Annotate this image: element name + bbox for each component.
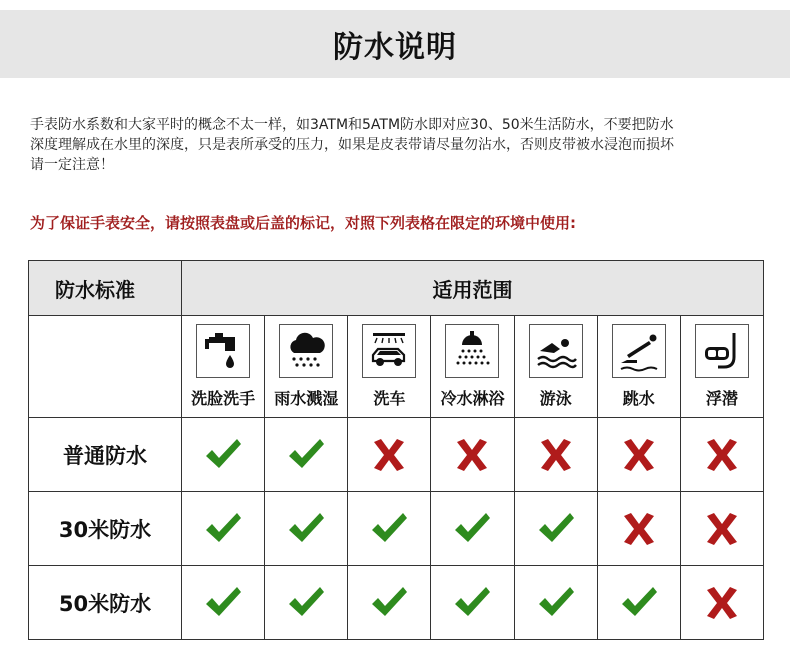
table-row [29,418,764,492]
check-icon [514,566,597,640]
cross-icon [597,418,680,492]
activity-cell [514,316,597,418]
activity-label: 浮潜 [705,389,738,408]
activity-label: 冷水淋浴 [440,389,505,408]
check-icon [182,566,265,640]
activity-cell [597,316,680,418]
rain-cloud-icon [279,324,333,378]
check-icon [265,492,348,566]
activity-label: 洗脸洗手 [191,389,256,408]
title-banner [0,10,790,78]
level-label: 30米防水 [29,492,182,566]
check-icon [348,566,431,640]
table-row [29,566,764,640]
water-resistance-table [28,260,764,640]
header-scope: 适用范围 [182,261,764,316]
check-icon [182,492,265,566]
intro-paragraph: 手表防水系数和大家平时的概念不太一样，如3ATM和5ATM防水即对应30、50米生活防水，不要把防水 深度理解成在水里的深度，只是表所承受的压力，如果是皮表带请尽量勿沾水，否则皮带被水浸泡而损坏 请一定注意！ [30,117,674,173]
cross-icon [680,418,763,492]
table-header-row [29,261,764,316]
cross-icon [431,418,514,492]
empty-cell [29,316,182,418]
activity-label: 跳水 [622,389,655,408]
check-icon [265,566,348,640]
cross-icon [680,492,763,566]
check-icon [514,492,597,566]
diving-icon [612,324,666,378]
table-row [29,492,764,566]
check-icon [431,566,514,640]
snorkel-icon [695,324,749,378]
cross-icon [680,566,763,640]
activity-icons-row [29,316,764,418]
usage-notice: 为了保证手表安全，请按照表盘或后盖的标记，对照下列表格在限定的环境中使用: [30,214,577,232]
activity-cell [348,316,431,418]
activity-cell [265,316,348,418]
activity-label: 洗车 [373,389,406,408]
cross-icon [514,418,597,492]
header-standard: 防水标准 [29,261,182,316]
car-wash-icon [362,324,416,378]
activity-label: 游泳 [539,389,572,408]
level-label: 50米防水 [29,566,182,640]
activity-label: 雨水溅湿 [274,389,339,408]
activity-cell [680,316,763,418]
activity-cell [182,316,265,418]
check-icon [597,566,680,640]
table-body [29,418,764,640]
activity-cell [431,316,514,418]
check-icon [265,418,348,492]
check-icon [431,492,514,566]
faucet-icon [196,324,250,378]
level-label: 普通防水 [29,418,182,492]
swimming-icon [529,324,583,378]
shower-icon [445,324,499,378]
check-icon [182,418,265,492]
cross-icon [597,492,680,566]
cross-icon [348,418,431,492]
page-title: 防水说明 [333,30,457,65]
check-icon [348,492,431,566]
